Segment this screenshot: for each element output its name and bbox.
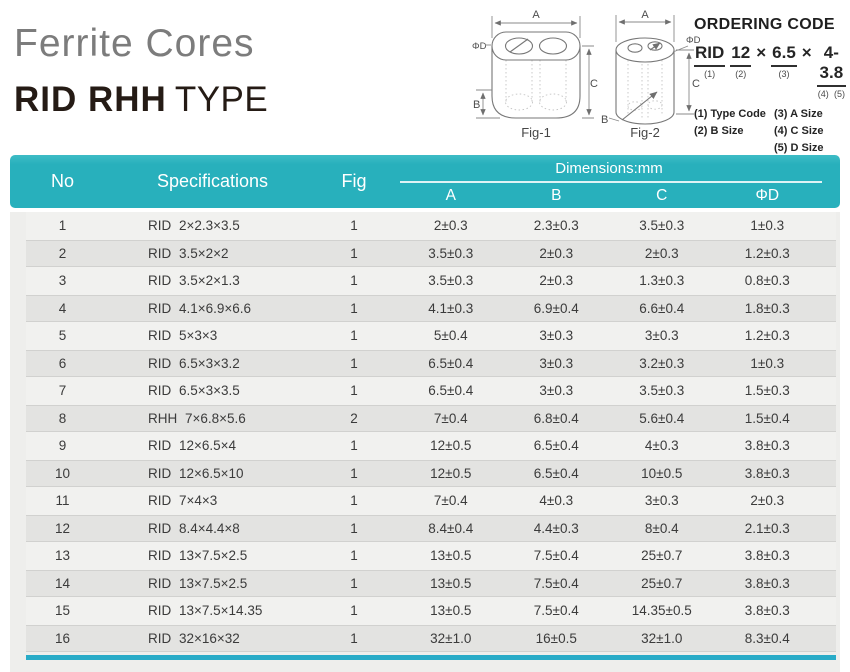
cell-dim-a: 7±0.4 xyxy=(433,493,468,509)
col-header-d: ΦD xyxy=(755,186,780,204)
cell-specification: RID 8.4×4.4×8 xyxy=(148,520,240,536)
cell-fig: 1 xyxy=(350,355,358,371)
cell-no: 11 xyxy=(55,493,70,509)
cell-specification: RID 13×7.5×14.35 xyxy=(148,603,263,619)
cell-dim-d: 1.2±0.3 xyxy=(744,245,790,261)
cell-dim-d: 1.5±0.4 xyxy=(744,410,790,426)
cell-dim-b: 2±0.3 xyxy=(539,273,574,289)
multiply-sign: × xyxy=(756,43,767,62)
cell-dim-b: 16±0.5 xyxy=(535,630,577,646)
table-row xyxy=(10,295,840,323)
cell-fig: 1 xyxy=(350,438,358,454)
table-row xyxy=(10,432,840,460)
cell-fig: 1 xyxy=(350,520,358,536)
cell-dim-c: 2±0.3 xyxy=(644,245,679,261)
fig1-drawing xyxy=(472,2,600,140)
cell-dim-c: 25±0.7 xyxy=(641,548,683,564)
cell-fig: 1 xyxy=(350,575,358,591)
legend-item: (2) B Size xyxy=(694,125,744,137)
cell-dim-a: 5±0.4 xyxy=(433,328,468,344)
cell-dim-b: 4±0.3 xyxy=(539,493,574,509)
cell-no: 16 xyxy=(54,630,71,646)
cell-dim-a: 3.5±0.3 xyxy=(428,245,474,261)
table-row xyxy=(10,212,840,240)
cell-dim-a: 12±0.5 xyxy=(430,465,472,481)
legend-item: (1) Type Code xyxy=(694,108,766,120)
cell-dim-a: 8.4±0.4 xyxy=(428,520,474,536)
cell-fig: 1 xyxy=(350,603,358,619)
cell-dim-a: 12±0.5 xyxy=(430,438,472,454)
fig1-caption: Fig-1 xyxy=(521,125,551,140)
cell-dim-b: 6.5±0.4 xyxy=(533,438,579,454)
cell-dim-a: 6.5±0.4 xyxy=(428,383,474,399)
ordering-code-block xyxy=(694,16,846,154)
table-row xyxy=(10,405,840,433)
subtitle-type-word: TYPE xyxy=(174,80,269,119)
cell-dim-c: 3.2±0.3 xyxy=(639,355,685,371)
col-header-no: No xyxy=(50,171,74,191)
code-unit-a: 6.5 (3) xyxy=(772,43,796,79)
figure-drawings xyxy=(472,2,706,140)
cell-dim-c: 14.35±0.5 xyxy=(631,603,692,619)
legend-item: (5) D Size xyxy=(774,142,824,154)
code-unit-type: RID (1) xyxy=(695,43,725,79)
cell-no: 8 xyxy=(58,410,67,426)
cell-fig: 1 xyxy=(350,218,358,234)
col-header-specifications: Specifications xyxy=(156,171,269,191)
cell-dim-a: 7±0.4 xyxy=(433,410,468,426)
cell-dim-b: 6.5±0.4 xyxy=(533,465,579,481)
legend-item: (3) A Size xyxy=(774,108,823,120)
cell-dim-a: 32±1.0 xyxy=(430,630,472,646)
table-bottom-bar xyxy=(26,655,836,660)
cell-dim-c: 10±0.5 xyxy=(641,465,683,481)
cell-no: 5 xyxy=(58,328,67,344)
ordering-code-example xyxy=(694,43,846,99)
cell-no: 4 xyxy=(58,300,67,316)
cell-specification: RID 6.5×3×3.2 xyxy=(148,355,240,371)
cell-dim-b: 4.4±0.3 xyxy=(533,520,579,536)
cell-dim-a: 6.5±0.4 xyxy=(428,355,474,371)
table-body xyxy=(10,212,840,672)
cell-dim-c: 6.6±0.4 xyxy=(639,300,685,316)
cell-dim-b: 3±0.3 xyxy=(539,383,574,399)
fig2-dim-d-label: ΦD xyxy=(686,35,701,46)
cell-dim-d: 3.8±0.3 xyxy=(744,603,790,619)
ordering-code-heading: ORDERING CODE xyxy=(694,16,835,33)
cell-dim-a: 3.5±0.3 xyxy=(428,273,474,289)
cell-dim-a: 2±0.3 xyxy=(433,218,468,234)
col-header-a: A xyxy=(445,186,456,204)
cell-dim-a: 13±0.5 xyxy=(430,548,472,564)
fig1-dim-c-label: C xyxy=(590,78,598,90)
cell-no: 9 xyxy=(58,438,67,454)
table-row xyxy=(10,240,840,268)
cell-dim-d: 2±0.3 xyxy=(750,493,785,509)
table-row xyxy=(10,542,840,570)
cell-dim-a: 13±0.5 xyxy=(430,575,472,591)
cell-dim-a: 13±0.5 xyxy=(430,603,472,619)
cell-dim-c: 8±0.4 xyxy=(644,520,679,536)
page-subtitle xyxy=(14,80,268,120)
cell-dim-d: 1.5±0.3 xyxy=(744,383,790,399)
fig2-dim-c-label: C xyxy=(692,78,700,90)
cell-fig: 1 xyxy=(350,245,358,261)
table-row xyxy=(10,460,840,488)
cell-no: 2 xyxy=(58,245,67,261)
cell-dim-d: 1.2±0.3 xyxy=(744,328,790,344)
multiply-sign: × xyxy=(801,43,812,62)
legend-item xyxy=(694,142,774,154)
cell-fig: 1 xyxy=(350,300,358,316)
table-row xyxy=(10,267,840,295)
cell-dim-d: 1±0.3 xyxy=(750,355,785,371)
cell-dim-b: 7.5±0.4 xyxy=(533,548,579,564)
cell-fig: 2 xyxy=(350,410,358,426)
cell-specification: RID 13×7.5×2.5 xyxy=(148,575,248,591)
cell-fig: 1 xyxy=(350,273,358,289)
title-block xyxy=(14,22,268,120)
cell-no: 14 xyxy=(54,575,71,591)
table-row xyxy=(10,487,840,515)
cell-specification: RHH 7×6.8×5.6 xyxy=(148,410,246,426)
table-row xyxy=(10,570,840,598)
cell-no: 6 xyxy=(58,355,67,371)
col-header-fig: Fig xyxy=(341,171,367,191)
cell-dim-c: 4±0.3 xyxy=(644,438,679,454)
cell-specification: RID 32×16×32 xyxy=(148,630,240,646)
cell-dim-d: 1.8±0.3 xyxy=(744,300,790,316)
cell-specification: RID 3.5×2×1.3 xyxy=(148,273,240,289)
cell-no: 7 xyxy=(58,383,67,399)
cell-no: 12 xyxy=(54,520,71,536)
cell-dim-c: 3±0.3 xyxy=(644,493,679,509)
cell-dim-d: 2.1±0.3 xyxy=(744,520,790,536)
cell-dim-c: 25±0.7 xyxy=(641,575,683,591)
fig1-dim-d-label: ΦD xyxy=(472,41,487,52)
cell-no: 1 xyxy=(58,218,67,234)
cell-dim-d: 3.8±0.3 xyxy=(744,575,790,591)
table-row xyxy=(10,377,840,405)
fig2-dim-a-label: A xyxy=(641,9,649,21)
cell-dim-b: 2±0.3 xyxy=(539,245,574,261)
cell-fig: 1 xyxy=(350,465,358,481)
cell-dim-d: 8.3±0.4 xyxy=(744,630,790,646)
col-header-c: C xyxy=(656,186,668,204)
cell-dim-c: 3±0.3 xyxy=(644,328,679,344)
table-row xyxy=(10,597,840,625)
table-row xyxy=(10,322,840,350)
table-row xyxy=(10,350,840,378)
ordering-code-legend xyxy=(694,108,846,154)
cell-fig: 1 xyxy=(350,328,358,344)
cell-dim-c: 1.3±0.3 xyxy=(639,273,685,289)
cell-specification: RID 4.1×6.9×6.6 xyxy=(148,300,252,316)
cell-specification: RID 5×3×3 xyxy=(148,328,218,344)
subtitle-type-codes: RID RHH xyxy=(14,80,167,119)
table-header xyxy=(10,155,840,208)
cell-fig: 1 xyxy=(350,493,358,509)
cell-no: 3 xyxy=(58,273,67,289)
cell-specification: RID 2×2.3×3.5 xyxy=(148,218,240,234)
cell-specification: RID 6.5×3×3.5 xyxy=(148,383,240,399)
dimensions-group-title: Dimensions:mm xyxy=(555,159,663,177)
cell-dim-c: 3.5±0.3 xyxy=(639,383,685,399)
cell-dim-b: 3±0.3 xyxy=(539,355,574,371)
cell-specification: RID 13×7.5×2.5 xyxy=(148,548,248,564)
cell-dim-c: 5.6±0.4 xyxy=(639,410,685,426)
code-unit-c-d: 4-3.8 (4) (5) xyxy=(817,43,845,99)
cell-dim-d: 1±0.3 xyxy=(750,218,785,234)
col-header-b: B xyxy=(551,186,562,204)
legend-item: (4) C Size xyxy=(774,125,824,137)
cell-dim-b: 3±0.3 xyxy=(539,328,574,344)
cell-dim-c: 3.5±0.3 xyxy=(639,218,685,234)
cell-no: 10 xyxy=(54,465,71,481)
table-row xyxy=(10,625,840,653)
cell-dim-b: 6.9±0.4 xyxy=(533,300,579,316)
fig2-drawing xyxy=(600,2,706,140)
cell-no: 13 xyxy=(54,548,71,564)
cell-no: 15 xyxy=(54,603,71,619)
cell-specification: RID 3.5×2×2 xyxy=(148,245,229,261)
cell-specification: RID 12×6.5×10 xyxy=(148,465,244,481)
cell-dim-b: 7.5±0.4 xyxy=(533,603,579,619)
cell-fig: 1 xyxy=(350,548,358,564)
cell-dim-d: 3.8±0.3 xyxy=(744,465,790,481)
cell-fig: 1 xyxy=(350,383,358,399)
cell-specification: RID 7×4×3 xyxy=(148,493,218,509)
fig2-dim-b-label: B xyxy=(601,114,609,126)
cell-dim-a: 4.1±0.3 xyxy=(428,300,474,316)
fig2-caption: Fig-2 xyxy=(630,125,660,140)
code-unit-b: 12 (2) xyxy=(731,43,751,79)
cell-dim-c: 32±1.0 xyxy=(641,630,683,646)
cell-dim-b: 2.3±0.3 xyxy=(533,218,579,234)
col-header-dimensions-group xyxy=(398,155,840,208)
fig1-dim-a-label: A xyxy=(532,9,540,21)
cell-fig: 1 xyxy=(350,630,358,646)
cell-specification: RID 12×6.5×4 xyxy=(148,438,237,454)
cell-dim-d: 3.8±0.3 xyxy=(744,438,790,454)
page-title: Ferrite Cores xyxy=(14,22,255,65)
fig1-dim-b-label: B xyxy=(473,99,481,111)
table-row xyxy=(10,515,840,543)
cell-dim-b: 7.5±0.4 xyxy=(533,575,579,591)
cell-dim-d: 3.8±0.3 xyxy=(744,548,790,564)
cell-dim-d: 0.8±0.3 xyxy=(744,273,790,289)
cell-dim-b: 6.8±0.4 xyxy=(533,410,579,426)
